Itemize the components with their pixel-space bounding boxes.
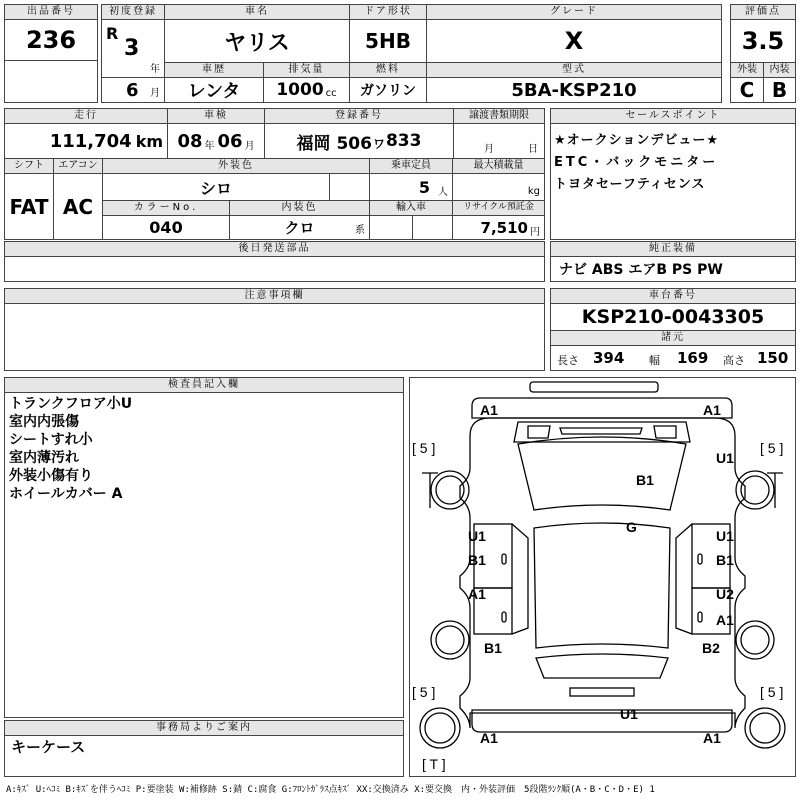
mark-a1-front-left: A1 bbox=[480, 402, 498, 418]
reg-month: 6 bbox=[126, 80, 139, 101]
inspector-note-item: トランクフロア小U bbox=[9, 396, 133, 412]
mark-a1-right-rear-door: A1 bbox=[716, 612, 734, 628]
tire-front-left: [ 5 ] bbox=[412, 440, 436, 456]
first-reg-label: 初度登録 bbox=[101, 4, 165, 20]
ext-grade-label: 外装 bbox=[730, 62, 764, 78]
ac: AC bbox=[53, 173, 103, 240]
max-load-unit: kg bbox=[527, 186, 540, 197]
int-grade-label: 内装 bbox=[763, 62, 796, 78]
grade-label: グレード bbox=[426, 4, 722, 20]
mark-a1-rear-right: A1 bbox=[703, 730, 721, 746]
trunk-mark: [ T ] bbox=[422, 756, 446, 772]
inspector-label: 検査員記入欄 bbox=[4, 377, 404, 393]
sales-point-item: ★オークションデビュー★ bbox=[554, 133, 720, 148]
later-parts bbox=[4, 256, 545, 282]
model-label: 型式 bbox=[426, 62, 722, 78]
car-name-label: 車名 bbox=[164, 4, 350, 20]
int-color-unit: 系 bbox=[355, 225, 365, 236]
recycle-label: リサイクル預託金 bbox=[452, 200, 545, 216]
import-label: 輸入車 bbox=[369, 200, 453, 216]
displacement-label: 排気量 bbox=[263, 62, 350, 78]
mark-b1-right-front-door: B1 bbox=[716, 552, 734, 568]
reg-no: 福岡 506 bbox=[296, 133, 372, 154]
grade: X bbox=[426, 19, 722, 63]
color-no-label: カラーNo. bbox=[102, 200, 230, 216]
ac-label: エアコン bbox=[53, 158, 103, 174]
mark-a1-left-rear-door: A1 bbox=[468, 586, 486, 602]
length-label: 長さ bbox=[557, 354, 579, 367]
inspector-note-item: 外装小傷有り bbox=[9, 468, 93, 484]
inspector-note-item: ホイールカバー A bbox=[9, 486, 123, 502]
lot-blank bbox=[4, 60, 98, 103]
length: 394 bbox=[593, 349, 625, 367]
transfer-day-unit: 日 bbox=[528, 144, 538, 155]
mark-b2-right-quarter: B2 bbox=[702, 640, 720, 656]
capacity-label: 乗車定員 bbox=[369, 158, 453, 174]
mark-b1-left-quarter: B1 bbox=[484, 640, 502, 656]
shift-label: シフト bbox=[4, 158, 54, 174]
transfer-month-unit: 月 bbox=[484, 144, 494, 155]
notes bbox=[4, 303, 545, 371]
mark-u2-right-rear-door: U2 bbox=[716, 586, 734, 602]
width: 169 bbox=[677, 349, 709, 367]
recycle: 7,510 bbox=[480, 218, 528, 237]
max-load-cell bbox=[452, 173, 545, 201]
mark-u1-right-front-door: U1 bbox=[716, 528, 734, 544]
inspector-note-item: シートすれ小 bbox=[9, 432, 93, 448]
sales-label: セールスポイント bbox=[550, 108, 796, 124]
capacity: 5 bbox=[418, 177, 430, 197]
mileage-unit: km bbox=[135, 131, 163, 151]
ext-color-blank bbox=[329, 173, 370, 201]
car-name: ヤリス bbox=[164, 19, 350, 63]
notes-label: 注意事項欄 bbox=[4, 288, 545, 304]
mark-b1-left-front-door: B1 bbox=[468, 552, 486, 568]
later-parts-label: 後日発送部品 bbox=[4, 241, 545, 257]
mileage-label: 走行 bbox=[4, 108, 168, 124]
displacement: 1000 bbox=[276, 80, 324, 100]
mark-u1-front-fender: U1 bbox=[716, 450, 734, 466]
displacement-unit: cc bbox=[325, 87, 337, 99]
history: レンタ bbox=[164, 77, 264, 103]
mark-u1-left-front-door: U1 bbox=[468, 528, 486, 544]
mark-a1-rear-left: A1 bbox=[480, 730, 498, 746]
import-cell-2 bbox=[412, 215, 453, 240]
height-label: 高さ bbox=[723, 354, 745, 367]
inspection-cell bbox=[167, 123, 265, 159]
mileage: 111,704 bbox=[49, 130, 132, 152]
mileage-cell bbox=[4, 123, 168, 159]
fuel-label: 燃料 bbox=[349, 62, 427, 78]
score-label: 評価点 bbox=[730, 4, 796, 20]
legend: A:ｷｽﾞ U:ﾍｺﾐ B:ｷｽﾞを伴うﾍｺﾐ P:要塗装 W:補修跡 S:錆 C:腐食 G:ﾌﾛﾝﾄｶﾞﾗｽ点ｷｽﾞ XX:交換済み X:要交換 内・外装評価 5段階ﾗﾝｸ順(A・B・C・D・E) 1 bbox=[6, 785, 655, 795]
model: 5BA-KSP210 bbox=[426, 77, 722, 103]
office-label: 事務局よりご案内 bbox=[4, 720, 404, 736]
mark-b1-hood: B1 bbox=[636, 472, 654, 488]
era: R bbox=[106, 24, 119, 43]
year-unit: 年 bbox=[150, 64, 160, 75]
chassis-no: KSP210-0043305 bbox=[550, 303, 796, 331]
max-load-label: 最大積載量 bbox=[452, 158, 545, 174]
int-grade: B bbox=[763, 77, 796, 103]
mark-a1-front-right: A1 bbox=[703, 402, 721, 418]
insp-year: 08 bbox=[177, 130, 203, 152]
recycle-unit: 円 bbox=[530, 226, 540, 238]
sales-points bbox=[550, 123, 796, 240]
reg-no-label: 登録番号 bbox=[264, 108, 454, 124]
height: 150 bbox=[757, 349, 789, 367]
equipment-label: 純正装備 bbox=[550, 241, 796, 257]
chassis-label: 車台番号 bbox=[550, 288, 796, 304]
insp-month: 06 bbox=[217, 130, 243, 152]
inspector-note-item: 室内内張傷 bbox=[9, 414, 79, 430]
lot-no: 236 bbox=[4, 19, 98, 61]
int-color-label: 内装色 bbox=[229, 200, 370, 216]
int-color-cell bbox=[229, 215, 370, 240]
score: 3.5 bbox=[730, 19, 796, 63]
lot-no-label: 出品番号 bbox=[4, 4, 98, 20]
sales-point-item: ETC・バックモニター bbox=[554, 155, 719, 170]
office-notes bbox=[4, 735, 404, 777]
history-label: 車歴 bbox=[164, 62, 264, 78]
equipment: ナビ ABS エアB PS PW bbox=[550, 256, 796, 282]
import-cell-1 bbox=[369, 215, 413, 240]
insp-month-unit: 月 bbox=[244, 140, 255, 152]
displacement-cell bbox=[263, 77, 350, 103]
specs-cell bbox=[550, 345, 796, 371]
capacity-unit: 人 bbox=[438, 186, 448, 198]
tire-rear-left: [ 5 ] bbox=[412, 684, 436, 700]
ext-color: シロ bbox=[102, 173, 330, 201]
capacity-cell bbox=[369, 173, 453, 201]
inspector-note-item: 室内薄汚れ bbox=[9, 450, 79, 466]
recycle-cell bbox=[452, 215, 545, 240]
inspection-label: 車検 bbox=[167, 108, 265, 124]
month-unit: 月 bbox=[150, 88, 160, 99]
specs-label: 諸元 bbox=[550, 330, 796, 346]
reg-year: 3 bbox=[124, 36, 140, 61]
color-no: 040 bbox=[102, 215, 230, 240]
ext-color-label: 外装色 bbox=[102, 158, 370, 174]
inspector-notes bbox=[4, 392, 404, 718]
reg-no-num: 833 bbox=[385, 131, 422, 151]
reg-no-kana: ワ bbox=[372, 136, 385, 151]
ext-grade: C bbox=[730, 77, 764, 103]
shift: FAT bbox=[4, 173, 54, 240]
car-outline bbox=[410, 378, 795, 776]
damage-diagram bbox=[409, 377, 796, 777]
first-reg-year-cell bbox=[101, 19, 165, 78]
sales-point-item: トヨタセーフティセンス bbox=[554, 177, 706, 192]
tire-front-right: [ 5 ] bbox=[760, 440, 784, 456]
int-color: クロ bbox=[284, 219, 315, 237]
transfer-cell bbox=[453, 123, 545, 159]
mark-g-glass: G bbox=[626, 519, 637, 535]
door-label: ドア形状 bbox=[349, 4, 427, 20]
transfer-label: 譲渡書類期限 bbox=[453, 108, 545, 124]
reg-no-cell bbox=[264, 123, 454, 159]
door-type: 5HB bbox=[349, 19, 427, 63]
tire-rear-right: [ 5 ] bbox=[760, 684, 784, 700]
insp-year-unit: 年 bbox=[204, 140, 215, 152]
fuel: ガソリン bbox=[349, 77, 427, 103]
width-label: 幅 bbox=[649, 354, 660, 367]
mark-u1-rear: U1 bbox=[620, 706, 638, 722]
office-note: キーケース bbox=[11, 738, 86, 756]
first-reg-month-cell bbox=[101, 77, 165, 103]
